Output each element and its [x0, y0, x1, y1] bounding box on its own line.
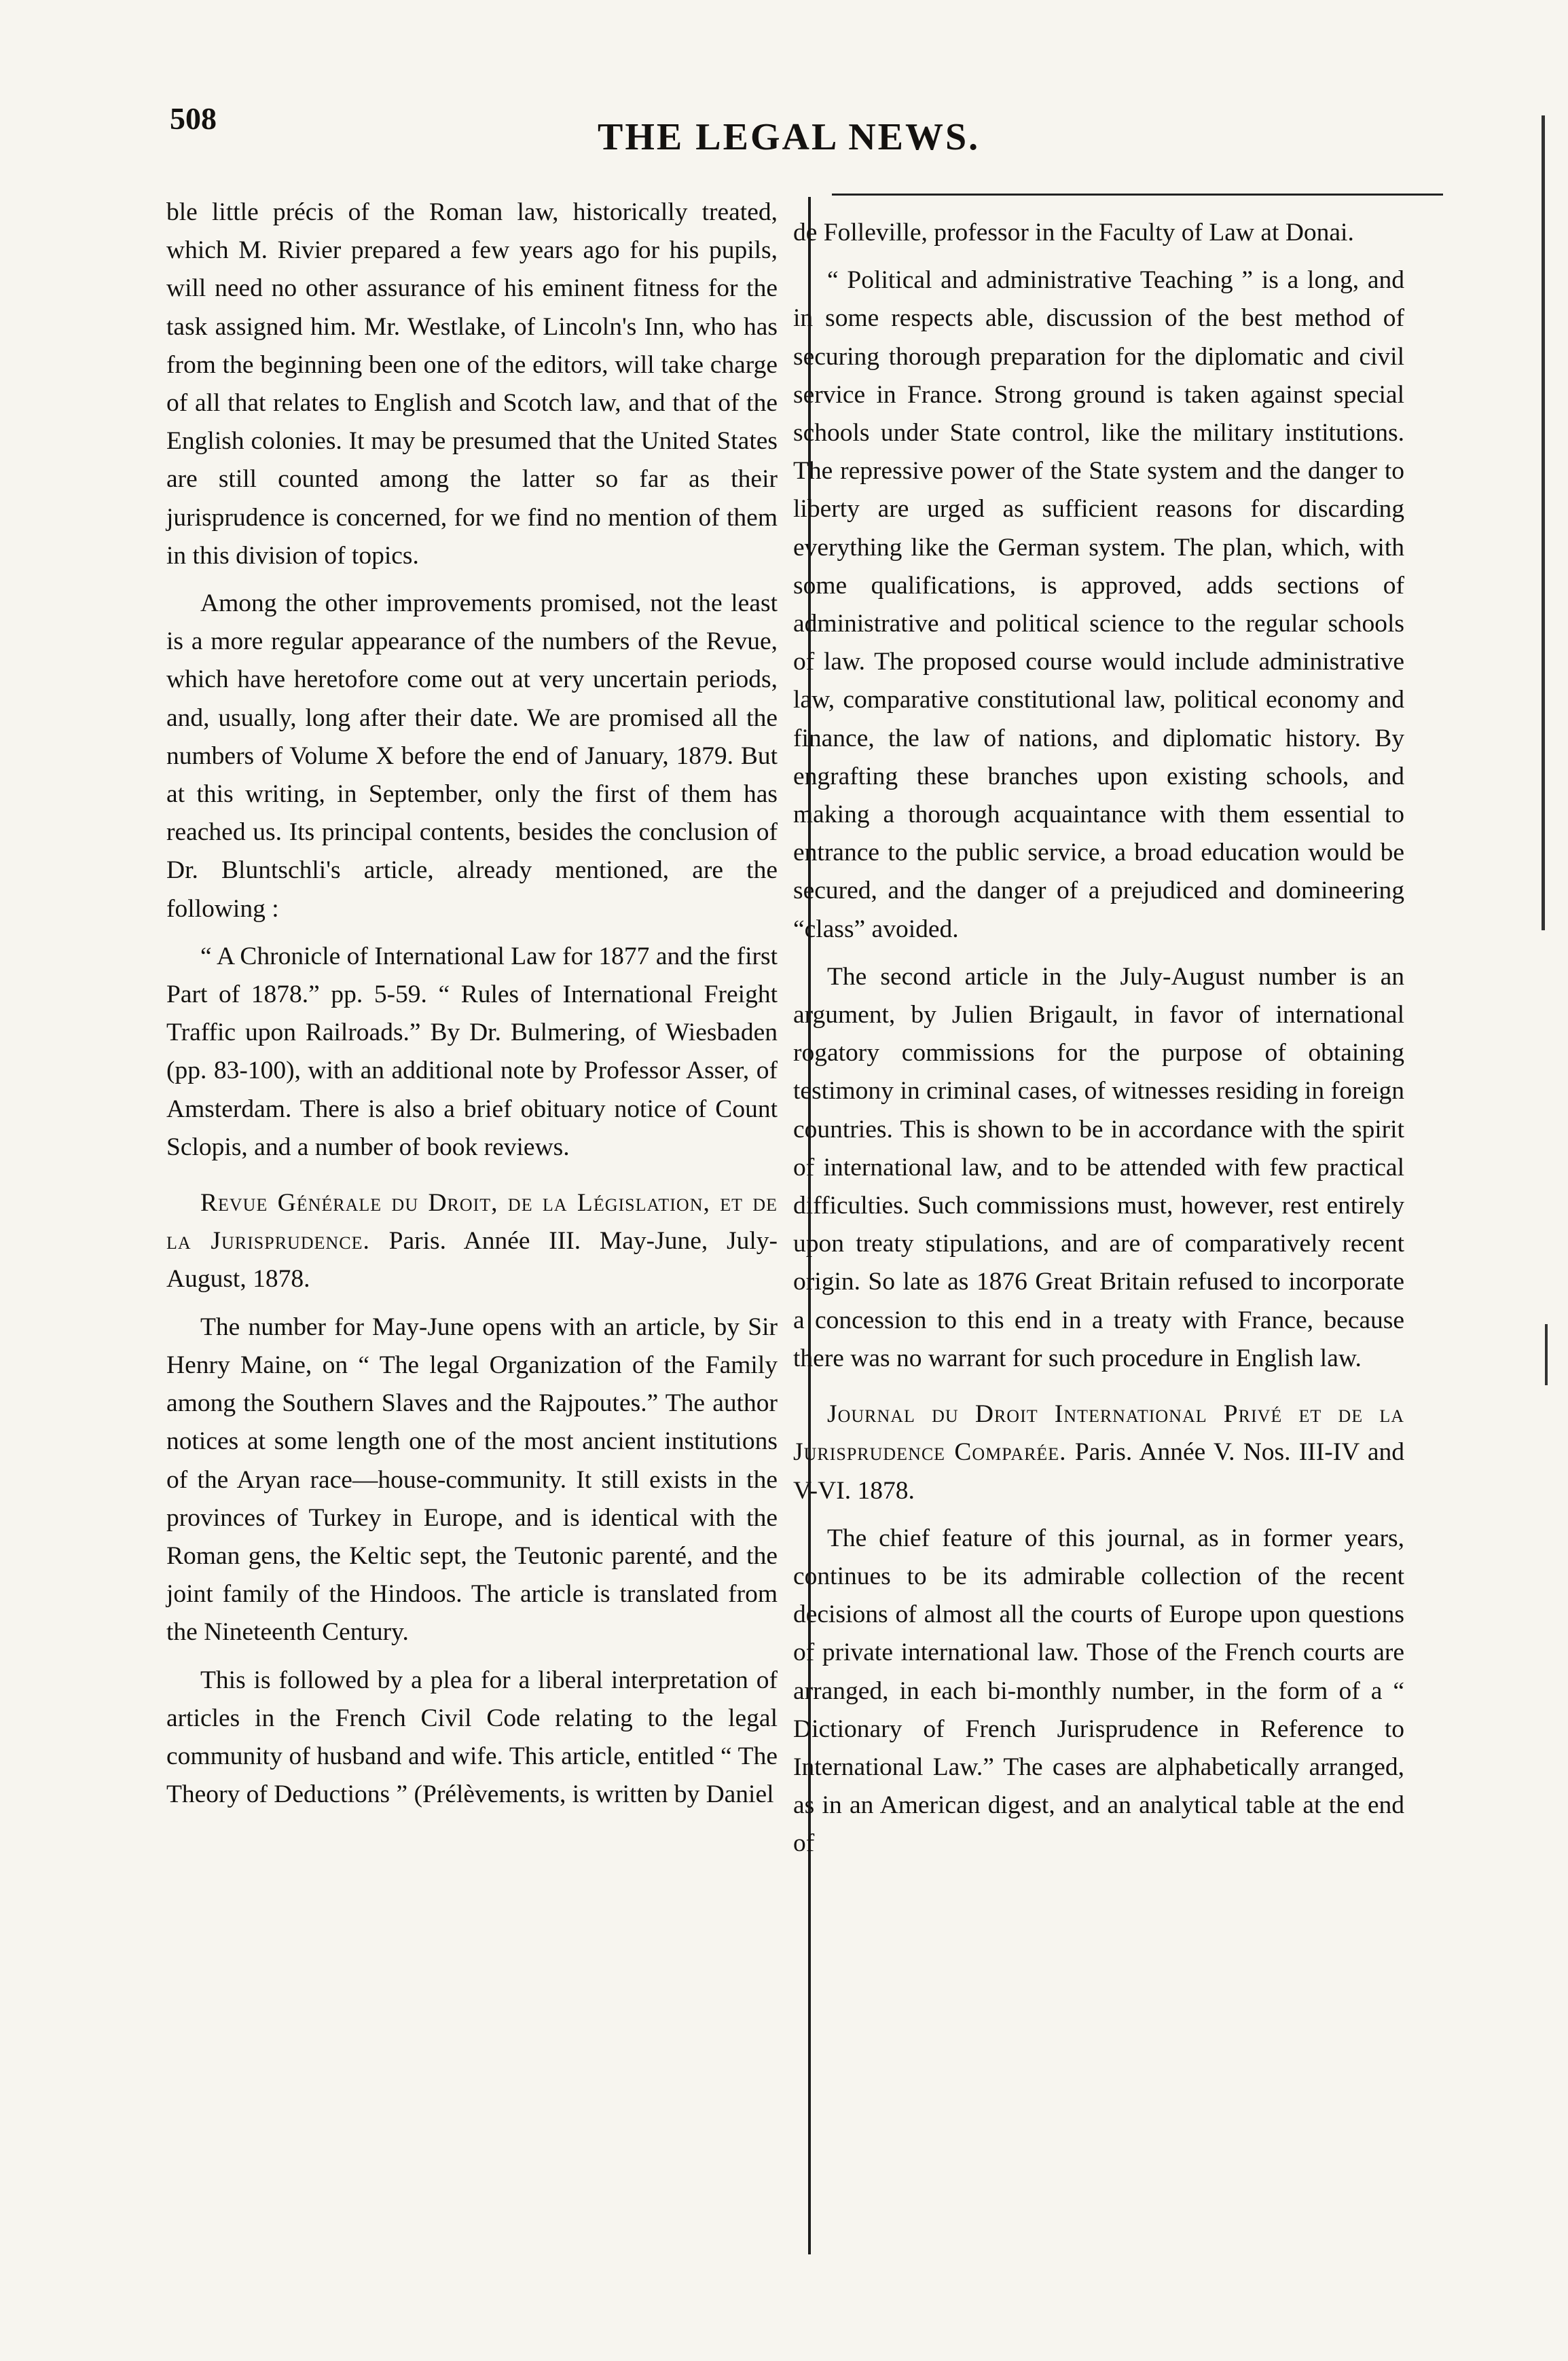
- left-paragraph-5: The number for May-June opens with an article, by Sir Henry Maine, on “ The legal Organization of the Family among the Southern Slaves and the Rajpoutes.” The author notices at some length one of the most ancient institutions of the Aryan race—house-community. It still exists in the provinces of Turkey in Europe, and is identical with the Roman gens, the Keltic sept, the Teutonic parenté, and the joint family of the Hindoos. The article is translated from the Nineteenth Century.: [166, 1313, 778, 1647]
- right-paragraph-2: “ Political and administrative Teaching ” is a long, and in some respects able, discussion of the best method of securing thorough preparation for the diplomatic and civil service in France. Strong ground is taken against special schools under State control, like the military institutions. The repressive power of the State system and the danger to liberty are urged as sufficient reasons for discarding everything like the German system. The plan, which, with some qualifications, is approved, adds sections of administrative and political science to the regular schools of law. The proposed course would include administrative law, comparative constitutional law, political economy and finance, the law of nations, and diplomatic history. By engrafting these branches upon existing schools, and making a thorough acquaintance with them essential to entrance to the public service, a broad education would be secured, and the danger of a prejudiced and domineering “class” avoided.: [793, 266, 1404, 943]
- right-paragraph-1: de Folleville, professor in the Faculty of Law at Donai.: [793, 219, 1354, 246]
- right-review-title: Journal du Droit International Privé et de la Jurisprudence Comparée.: [793, 1400, 1404, 1467]
- right-review-details: Paris. Année V. Nos. III-IV and V-VI. 1878.: [793, 1438, 1404, 1505]
- left-paragraph-3: “ A Chronicle of International Law for 1877 and the first Part of 1878.” pp. 5-59. “ Rules of International Freight Traffic upon Railroads.” By Dr. Bulmering, of Wiesbaden (pp. 83-100), with an additional note by Professor Asser, of Amsterdam. There is also a brief obituary notice of Count Sclopis, and a number of book reviews.: [166, 942, 778, 1161]
- right-column: [793, 214, 1404, 1863]
- right-review-heading: [793, 1395, 1404, 1510]
- left-column: [166, 194, 778, 1814]
- page-number: 508: [170, 101, 217, 136]
- running-head: THE LEGAL NEWS.: [598, 116, 981, 158]
- edge-mark: [1545, 1324, 1548, 1385]
- right-paragraph-5: The chief feature of this journal, as in former years, continues to be its admirable collection of the recent decisions of almost all the courts of Europe upon questions of private international law. Those of the French courts are arranged, in each bi-monthly number, in the form of a “ Dictionary of French Jurisprudence in Reference to International Law.” The cases are alphabetically arranged, as in an American digest, and an analytical table at the end of: [793, 1524, 1404, 1858]
- header-rule: [832, 194, 1443, 196]
- left-review-details: Paris. Année III. May-June, July-August, 1878.: [166, 1227, 778, 1294]
- left-review-heading: [166, 1184, 778, 1299]
- right-paragraph-3: The second article in the July-August number is an argument, by Julien Brigault, in favor of international rogatory commissions for the purpose of obtaining testimony in criminal cases, of witnesses residing in foreign countries. This is shown to be in accordance with the spirit of international law, and to be attended with few practical difficulties. Such commissions must, however, rest entirely upon treaty stipulations, and are of comparatively recent origin. So late as 1876 Great Britain refused to incorporate a concession to this end in a treaty with France, because there was no warrant for such procedure in English law.: [793, 962, 1404, 1372]
- edge-mark: [1542, 115, 1545, 930]
- left-paragraph-1: ble little précis of the Roman law, historically treated, which M. Rivier prepared a few years ago for his pupils, will need no other assurance of his eminent fitness for the task assigned him. Mr. Westlake, of Lincoln's Inn, who has from the beginning been one of the editors, will take charge of all that relates to English and Scotch law, and that of the English colonies. It may be presumed that the United States are still counted among the latter so far as their jurisprudence is concerned, for we find no mention of them in this division of topics.: [166, 198, 778, 570]
- left-paragraph-2: Among the other improvements promised, not the least is a more regular appearance of the numbers of the Revue, which have heretofore come out at very uncertain periods, and, usually, long after their date. We are promised all the numbers of Volume X before the end of January, 1879. But at this writing, in September, only the first of them has reached us. Its principal contents, besides the conclusion of Dr. Bluntschli's article, already mentioned, are the following :: [166, 589, 778, 923]
- left-review-title: Revue Générale du Droit, de la Législation, et de la Jurisprudence.: [166, 1189, 778, 1256]
- left-paragraph-6: This is followed by a plea for a liberal interpretation of articles in the French Civil Code relating to the legal community of husband and wife. This article, entitled “ The Theory of Deductions ” (Prélèvements, is written by Daniel: [166, 1666, 778, 1809]
